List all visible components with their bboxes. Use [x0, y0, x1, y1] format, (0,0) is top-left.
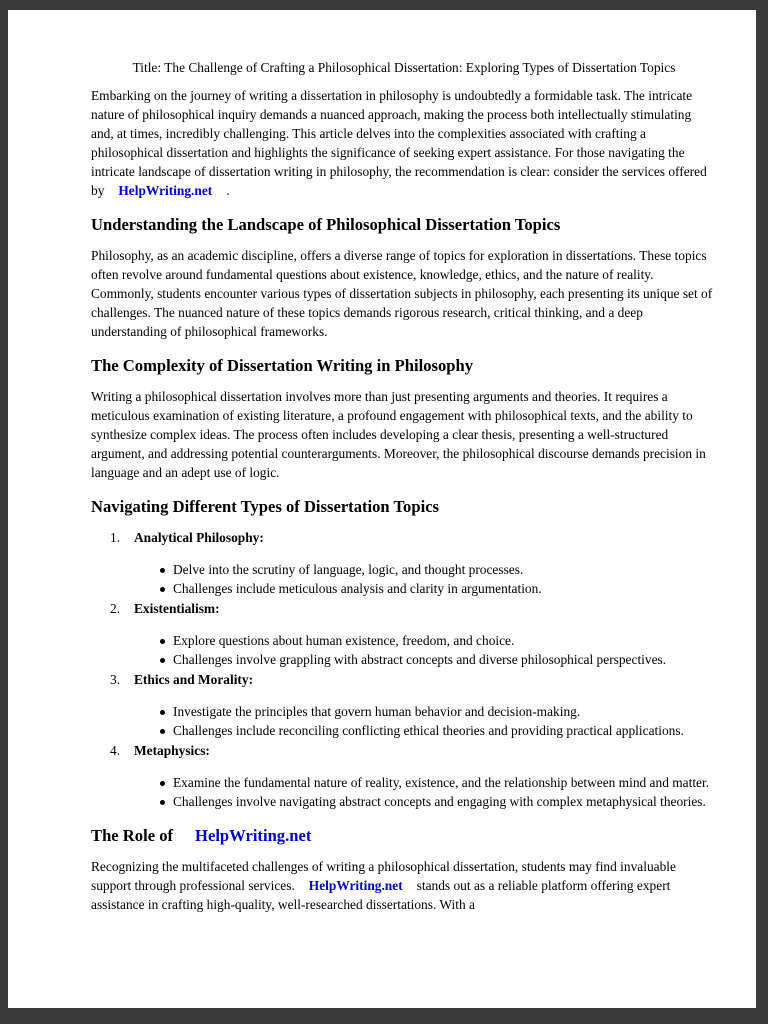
bullet-icon — [160, 729, 165, 734]
bullet-item — [160, 650, 717, 669]
bullet-item — [160, 560, 717, 579]
bullet-item — [160, 702, 717, 721]
bullet-text: Challenges include meticulous analysis and clarity in argumentation. — [173, 581, 542, 596]
bullet-text: Delve into the scrutiny of language, logic, and thought processes. — [173, 562, 524, 577]
topic-number: 2. — [110, 601, 121, 616]
bullet-text: Challenges involve navigating abstract concepts and engaging with complex metaphysical theories. — [173, 794, 706, 809]
bullet-text: Challenges involve grappling with abstract concepts and diverse philosophical perspectives. — [173, 652, 667, 667]
topic-bullets — [160, 631, 717, 669]
document-title: Title: The Challenge of Crafting a Philosophical Dissertation: Exploring Types of Dissertation Topics — [132, 60, 676, 75]
bullet-icon — [160, 587, 165, 592]
section-paragraph-landscape: Philosophy, as an academic discipline, offers a diverse range of topics for exploration in dissertations. These topics often revolve around fundamental questions about existence, knowledge, ethics, and the nature of reality. Commonly, students encounter various types of dissertation subjects in philosophy, each presenting its unique set of challenges. The nuanced nature of these topics demands rigorous research, critical thinking, and a deep understanding of philosophical frameworks. — [91, 248, 713, 339]
closing-text: Recognizing the multifaceted challenges of writing a philosophical dissertation, students may find invaluable support through professional services. — [91, 859, 676, 893]
section-heading-landscape: Understanding the Landscape of Philosophical Dissertation Topics — [91, 215, 561, 234]
bullet-icon — [160, 568, 165, 573]
bullet-icon — [160, 781, 165, 786]
bullet-icon — [160, 658, 165, 663]
bullet-text: Investigate the principles that govern human behavior and decision-making. — [173, 704, 581, 719]
section-heading-navigating: Navigating Different Types of Dissertation Topics — [91, 497, 440, 516]
role-heading-text: The Role of — [91, 826, 174, 845]
bullet-text: Examine the fundamental nature of reality, existence, and the relationship between mind and matter. — [173, 775, 710, 790]
topic-heading — [110, 528, 717, 547]
topic-bullets — [160, 702, 717, 740]
bullet-icon — [160, 800, 165, 805]
topic-heading — [110, 741, 717, 760]
list-item-existentialism — [91, 599, 717, 669]
intro-paragraph — [91, 86, 717, 200]
bullet-item — [160, 631, 717, 650]
bullet-item — [160, 579, 717, 598]
helpwriting-link[interactable]: HelpWriting.net — [195, 826, 312, 845]
document-page — [8, 10, 756, 1008]
topic-bullets — [160, 773, 717, 811]
bullet-item — [160, 792, 717, 811]
bullet-text: Explore questions about human existence, freedom, and choice. — [173, 633, 515, 648]
topic-title: Analytical Philosophy: — [134, 530, 264, 545]
list-item-analytical — [91, 528, 717, 598]
section-heading-complexity: The Complexity of Dissertation Writing in Philosophy — [91, 356, 473, 375]
topic-heading — [110, 599, 717, 618]
topic-bullets — [160, 560, 717, 598]
bullet-item — [160, 721, 717, 740]
helpwriting-link[interactable]: HelpWriting.net — [308, 878, 403, 893]
list-item-metaphysics — [91, 741, 717, 811]
bullet-icon — [160, 710, 165, 715]
topics-list — [91, 528, 717, 811]
topic-title: Metaphysics: — [134, 743, 210, 758]
topic-heading — [110, 670, 717, 689]
bullet-item — [160, 773, 717, 792]
closing-paragraph — [91, 857, 717, 914]
helpwriting-link[interactable]: HelpWriting.net — [118, 183, 213, 198]
topic-title: Ethics and Morality: — [134, 672, 254, 687]
topic-number: 4. — [110, 743, 121, 758]
section-paragraph-complexity: Writing a philosophical dissertation involves more than just presenting arguments and theories. It requires a meticulous examination of existing literature, a profound engagement with philosophical texts, and the ability to synthesize complex ideas. The process often includes developing a clear thesis, presenting a well-structured argument, and addressing potential counterarguments. Moreover, the philosophical discourse demands precision in language and an adept use of logic. — [91, 389, 706, 480]
closing-text-after: stands out as a reliable platform offering expert assistance in crafting high-quality, well-researched dissertations. With a — [91, 878, 671, 912]
topic-number: 3. — [110, 672, 121, 687]
intro-text: Embarking on the journey of writing a dissertation in philosophy is undoubtedly a formidable task. The intricate nature of philosophical inquiry demands a nuanced approach, making the process both intellectually stimulating and, at times, incredibly challenging. This article delves into the complexities associated with crafting a philosophical dissertation and highlights the significance of seeking expert assistance. For those navigating the intricate landscape of dissertation writing in philosophy, the recommendation is clear: consider the services offered by — [91, 88, 707, 198]
list-item-ethics — [91, 670, 717, 740]
bullet-text: Challenges include reconciling conflicting ethical theories and providing practical applications. — [173, 723, 684, 738]
topic-number: 1. — [110, 530, 121, 545]
topic-title: Existentialism: — [134, 601, 220, 616]
bullet-icon — [160, 639, 165, 644]
section-heading-role — [91, 824, 717, 847]
intro-text-after: . — [226, 183, 230, 198]
